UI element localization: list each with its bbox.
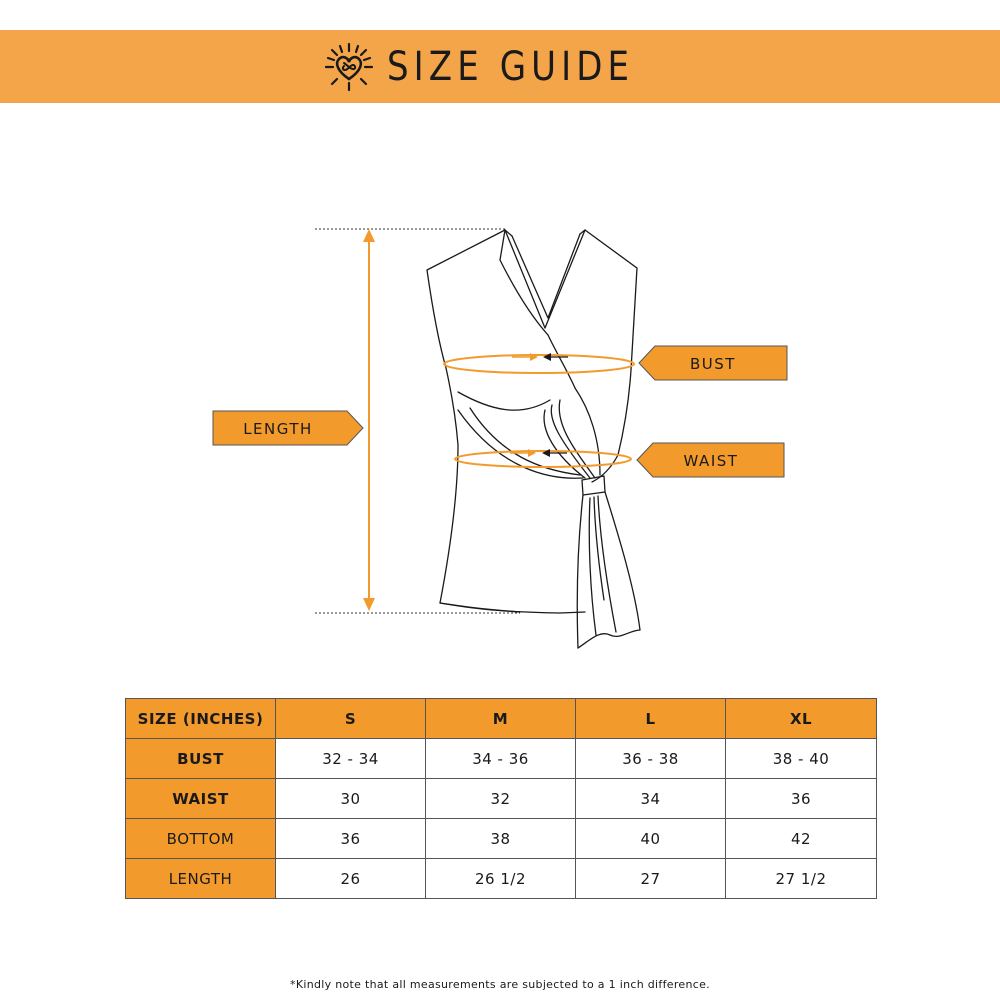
table-cell: 32 xyxy=(426,779,576,819)
table-row xyxy=(126,739,877,779)
table-cell: 27 xyxy=(576,859,726,899)
row-header: LENGTH xyxy=(126,859,276,899)
table-cell: 38 xyxy=(426,819,576,859)
bust-measure xyxy=(444,353,634,373)
footnote: *Kindly note that all measurements are subjected to a 1 inch difference. xyxy=(290,978,710,991)
table-row xyxy=(126,819,877,859)
column-header: S xyxy=(276,699,426,739)
page-title: SIZE GUIDE xyxy=(386,43,634,90)
bust-label: BUST xyxy=(690,355,736,373)
column-header: M xyxy=(426,699,576,739)
column-header: XL xyxy=(726,699,877,739)
bust-label-tag xyxy=(639,346,787,380)
waist-measure xyxy=(455,449,631,467)
table-cell: 42 xyxy=(726,819,877,859)
row-header: BUST xyxy=(126,739,276,779)
table-cell: 32 - 34 xyxy=(276,739,426,779)
column-header: L xyxy=(576,699,726,739)
table-cell: 26 xyxy=(276,859,426,899)
waist-label: WAIST xyxy=(683,452,739,470)
row-header: WAIST xyxy=(126,779,276,819)
table-cell: 34 xyxy=(576,779,726,819)
table-cell: 36 - 38 xyxy=(576,739,726,779)
table-row xyxy=(126,779,877,819)
waist-label-tag xyxy=(637,443,784,477)
length-label-tag xyxy=(213,411,363,445)
table-cell: 36 xyxy=(726,779,877,819)
column-header: SIZE (INCHES) xyxy=(126,699,276,739)
table-cell: 30 xyxy=(276,779,426,819)
table-cell: 36 xyxy=(276,819,426,859)
table-row xyxy=(126,859,877,899)
length-label: LENGTH xyxy=(243,420,313,438)
table-header-row xyxy=(126,699,877,739)
table-cell: 26 1/2 xyxy=(426,859,576,899)
table-cell: 27 1/2 xyxy=(726,859,877,899)
garment-illustration xyxy=(427,230,640,648)
table-cell: 34 - 36 xyxy=(426,739,576,779)
table-cell: 40 xyxy=(576,819,726,859)
length-arrow xyxy=(363,229,375,611)
table-cell: 38 - 40 xyxy=(726,739,877,779)
size-table xyxy=(125,698,877,899)
row-header: BOTTOM xyxy=(126,819,276,859)
